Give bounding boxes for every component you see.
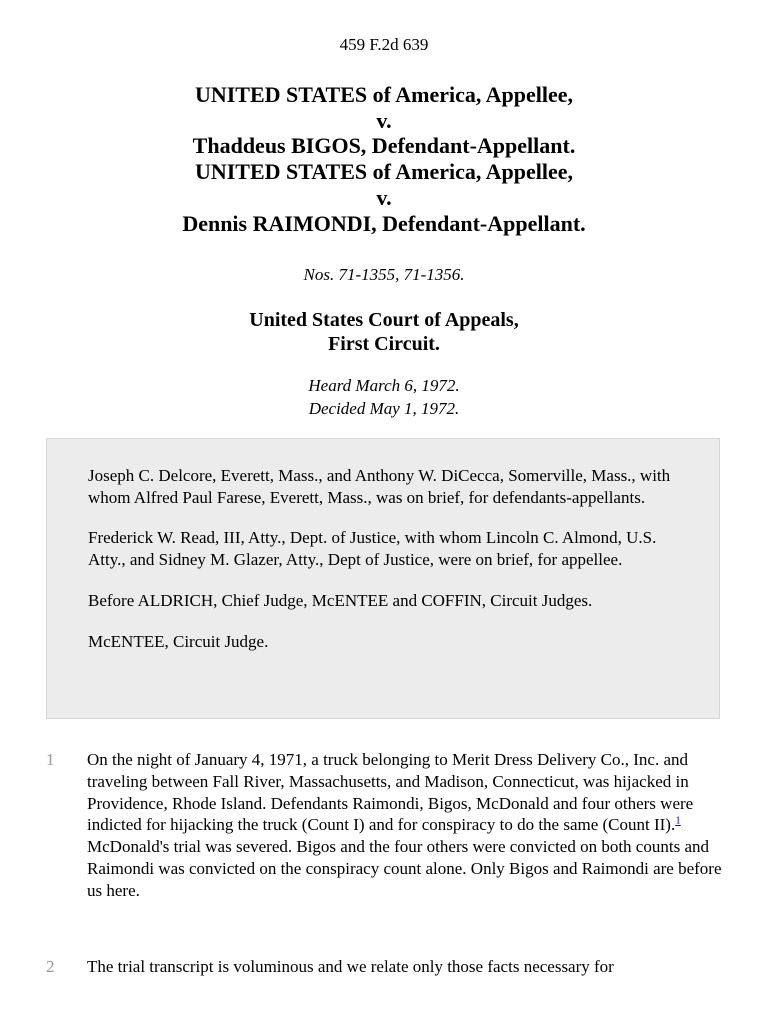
paragraph-number: 2 <box>46 957 55 976</box>
counsel-appellants: Joseph C. Delcore, Everett, Mass., and Anthony W. DiCecca, Somerville, Mass., with whom Alfred Paul Farese, Everett, Mass., was on brief, for defendants-appellants. <box>88 466 671 507</box>
court-line-1: United States Court of Appeals, <box>249 309 519 331</box>
counsel-box <box>46 438 720 719</box>
caption-party-4: Dennis RAIMONDI, Defendant-Appellant. <box>182 210 586 236</box>
paragraph-text <box>87 749 727 902</box>
counsel-appellee: Frederick W. Read, III, Atty., Dept. of Justice, with whom Lincoln C. Almond, U.S. Atty., and Sidney M. Glazer, Atty., Dept of Justice, were on brief, for appellee. <box>88 528 657 570</box>
docket-numbers: Nos. 71-1355, 71-1356. <box>303 265 465 284</box>
paragraph-text-after: McDonald's trial was severed. Bigos and the four others were convicted on both counts and Raimondi was convicted on the conspiracy count alone. Only Bigos and Raimondi are before us here. <box>87 837 722 900</box>
case-caption <box>0 82 768 236</box>
caption-party-1: UNITED STATES of America, Appellee, <box>194 82 574 107</box>
caption-versus-2: v. <box>376 184 392 210</box>
footnote-link[interactable]: 1 <box>675 814 681 827</box>
case-dates <box>0 374 768 420</box>
decided-date: Decided May 1, 1972. <box>308 399 460 418</box>
caption-versus-1: v. <box>376 107 392 133</box>
caption-party-2: Thaddeus BIGOS, Defendant-Appellant. <box>192 133 576 159</box>
caption-party-3: UNITED STATES of America, Appellee, <box>194 159 574 185</box>
opinion-author: McENTEE, Circuit Judge. <box>88 631 269 651</box>
paragraph-text: The trial transcript is voluminous and we relate only those facts necessary for <box>87 957 614 976</box>
court-name <box>0 308 768 356</box>
court-line-2: First Circuit. <box>328 333 440 355</box>
paragraph-number: 1 <box>46 750 55 769</box>
heard-date: Heard March 6, 1972. <box>308 376 460 395</box>
paragraph-text-before: On the night of January 4, 1971, a truck belonging to Merit Dress Delivery Co., Inc. and traveling between Fall River, Massachusetts, and Madison, Connecticut, was hijacked in Providence, Rhode Island. Defendants Raimondi, Bigos, McDonald and four others were indicted for hijacking the truck (Count I) and for conspiracy to do the same (Count II). <box>87 750 694 835</box>
panel-judges: Before ALDRICH, Chief Judge, McENTEE and COFFIN, Circuit Judges. <box>88 590 593 610</box>
citation: 459 F.2d 639 <box>339 35 429 54</box>
